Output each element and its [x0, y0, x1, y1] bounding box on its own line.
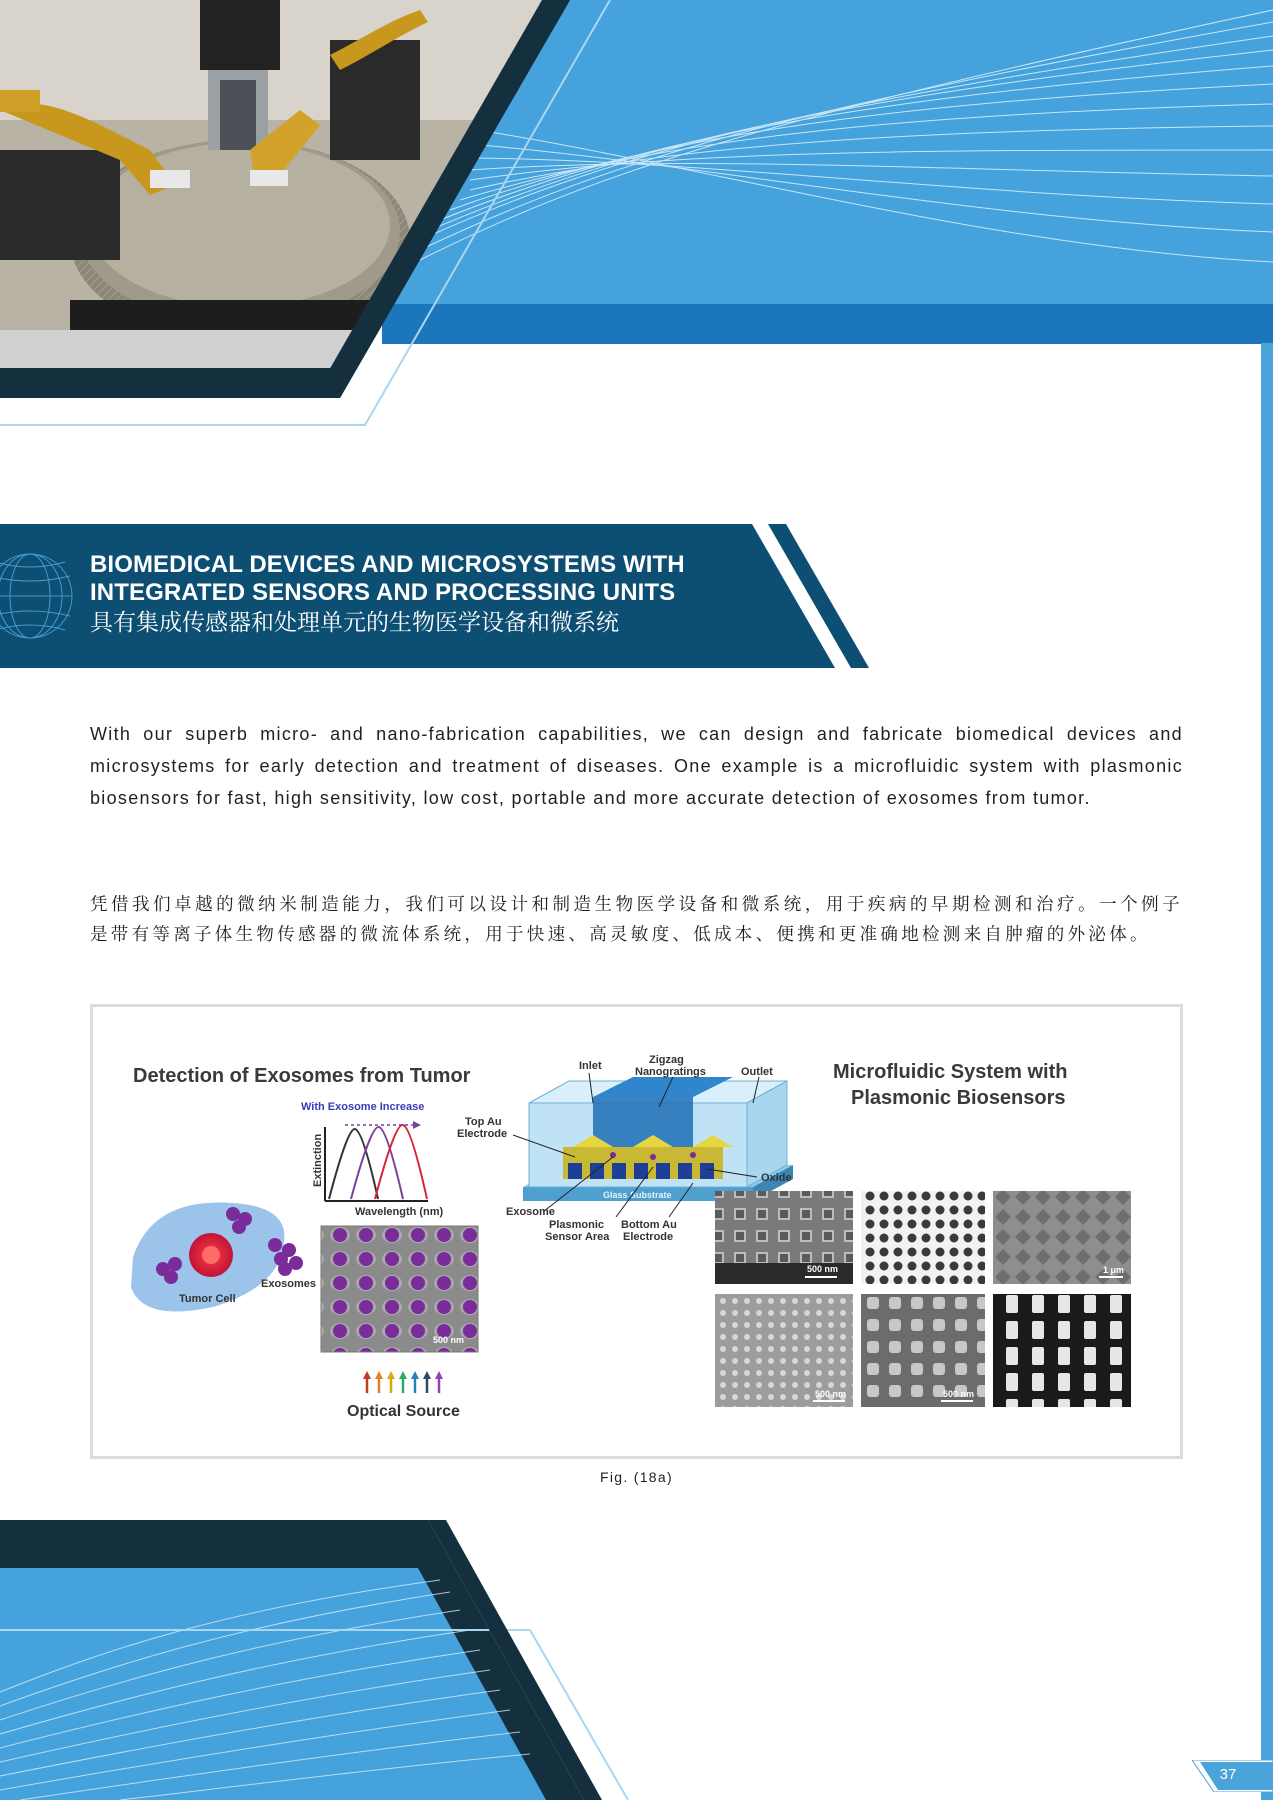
bottom-electrode-label-2: Electrode — [623, 1231, 674, 1243]
zigzag-label-1: Zigzag — [649, 1054, 684, 1066]
sem-image-6 — [993, 1294, 1131, 1407]
glass-substrate-label: Glass Substrate — [603, 1190, 672, 1200]
sem-scale-4: 500 nm — [943, 1389, 975, 1399]
sem-scale-1: 500 nm — [807, 1264, 839, 1274]
right-figure-title-2: Plasmonic Biosensors — [851, 1087, 1066, 1109]
left-figure-title: Detection of Exosomes from Tumor — [133, 1065, 471, 1087]
extinction-plot — [312, 1121, 444, 1218]
tumor-cell-illustration — [131, 1202, 316, 1311]
title-line-2: INTEGRATED SENSORS AND PROCESSING UNITS — [90, 579, 676, 606]
bottom-electrode-label-1: Bottom Au — [621, 1219, 677, 1231]
inlet-label: Inlet — [579, 1060, 602, 1072]
x-axis-label: Wavelength (nm) — [355, 1206, 444, 1218]
top-electrode-label-2: Electrode — [457, 1128, 508, 1140]
zigzag-label-2: Nanogratings — [635, 1066, 706, 1078]
optical-source-label: Optical Source — [347, 1403, 460, 1420]
exosome-label: Exosome — [506, 1206, 555, 1218]
figure-illustration — [93, 1007, 1180, 1456]
figure-caption: Fig. (18a) — [600, 1469, 673, 1485]
page-number: 37 — [1219, 1766, 1237, 1783]
header-decoration — [0, 0, 1273, 440]
footer-decoration — [0, 1520, 1273, 1800]
sem-scale-3: 500 nm — [815, 1389, 847, 1399]
top-electrode-label-1: Top Au — [465, 1116, 502, 1128]
oxide-label: Oxide — [761, 1172, 792, 1184]
sem-scale-2: 1 μm — [1103, 1265, 1125, 1275]
sem-image-grid — [715, 1191, 1131, 1407]
sem-image-2 — [861, 1191, 985, 1284]
y-axis-label: Extinction — [312, 1133, 324, 1187]
exosomes-label: Exosomes — [261, 1278, 317, 1290]
curve-caption: With Exosome Increase — [301, 1101, 425, 1113]
sensor-area-label-2: Sensor Area — [545, 1231, 610, 1243]
body-paragraph-chinese: 凭借我们卓越的微纳米制造能力，我们可以设计和制造生物医学设备和微系统，用于疾病的早期检测和治疗。一个例子是带有等离子体生物传感器的微流体系统，用于快速、高灵敏度、低成本、便携和更准确地检测来自肿瘤的外泌体。 — [90, 895, 1183, 945]
outlet-label: Outlet — [741, 1066, 773, 1078]
grid-scale-label: 500 nm — [433, 1335, 465, 1345]
nanohole-array-image — [321, 1226, 478, 1352]
sensor-area-label-1: Plasmonic — [549, 1219, 605, 1231]
tumor-cell-label: Tumor Cell — [179, 1293, 236, 1305]
title-line-1: BIOMEDICAL DEVICES AND MICROSYSTEMS WITH — [90, 551, 685, 578]
section-title — [90, 551, 790, 638]
figure-18a — [90, 1004, 1183, 1459]
title-chinese: 具有集成传感器和处理单元的生物医学设备和微系统 — [90, 610, 619, 636]
body-paragraph-english: With our superb micro- and nano-fabrication capabilities, we can design and fabricate biomedical devices and microsystems for early detection and treatment of diseases. One example is a microfluidic system with plasmonic biosensors for fast, high sensitivity, low cost, portable and more accurate detection of exosomes from tumor. — [90, 724, 1183, 808]
right-figure-title-1: Microfluidic System with — [833, 1061, 1068, 1083]
optical-source-arrows — [363, 1371, 443, 1393]
